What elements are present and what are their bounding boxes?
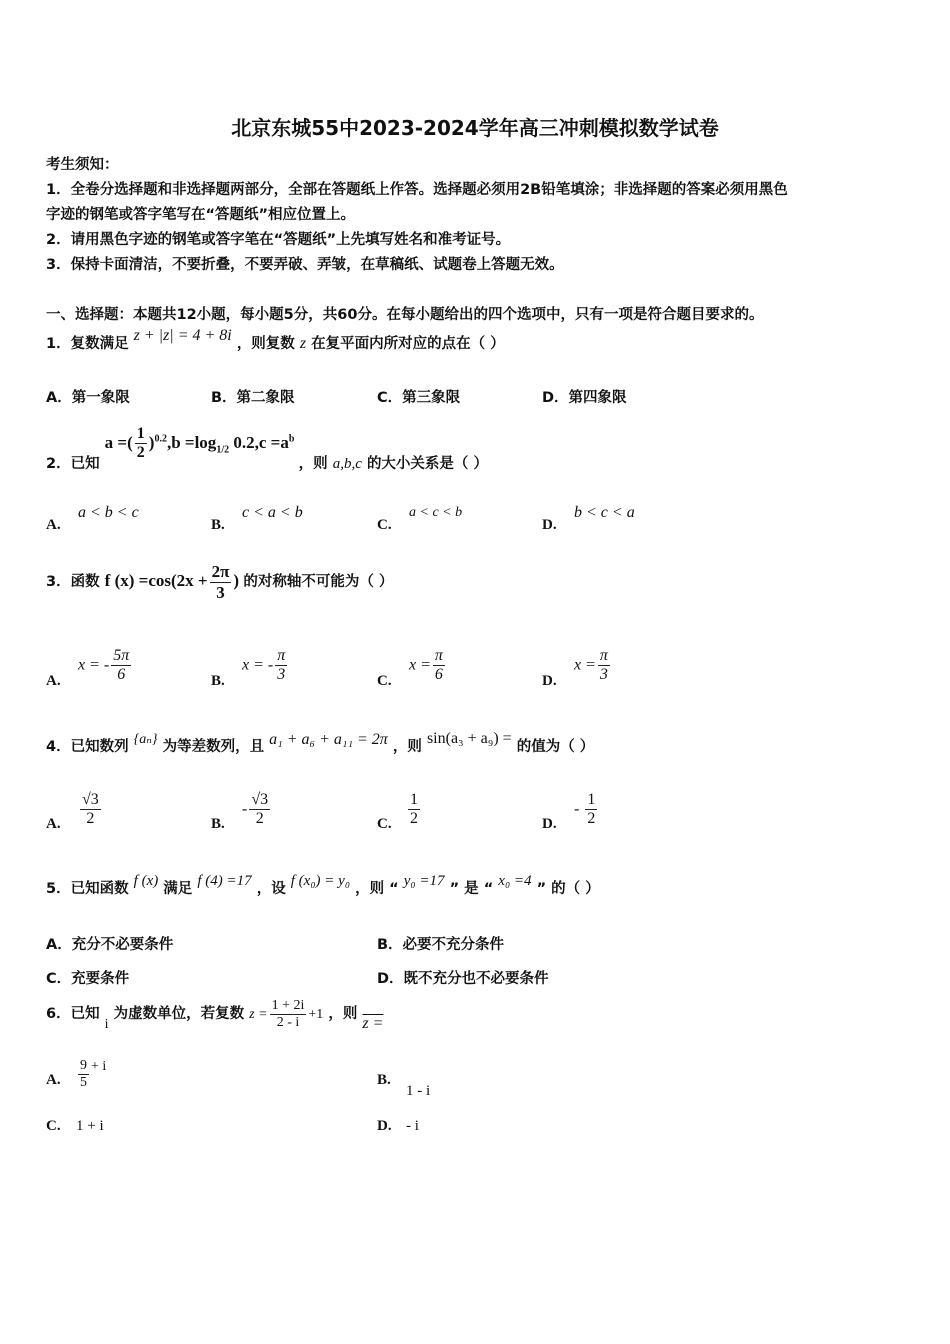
- q5-mid3: ，则 “: [355, 881, 399, 897]
- q6-label-d: D.: [377, 1118, 392, 1134]
- q4-d-sign: -: [574, 800, 580, 818]
- q5-mid2: ，设: [256, 881, 286, 897]
- q3-c-den: 6: [434, 666, 443, 684]
- notice-line-2: 2．请用黑色字迹的钢笔或答字笔在“答题纸”上先填写姓名和准考证号。: [46, 232, 511, 248]
- question-6: [46, 998, 383, 1031]
- q2-suffix: 的大小关系是（ ）: [366, 455, 488, 472]
- q4-c-fraction: [408, 791, 420, 829]
- q2-half-fraction: [135, 425, 147, 463]
- q5-mid4: ” 是 “: [449, 881, 494, 897]
- q6-zbar: z =: [362, 1014, 384, 1032]
- question-2: [46, 425, 488, 472]
- q3-c-num: π: [433, 647, 445, 666]
- q4-prefix: 4．已知数列: [46, 739, 129, 755]
- q2-half-num: 1: [135, 425, 147, 444]
- q3-label-a: A.: [46, 673, 61, 689]
- q2-label-b: B.: [211, 517, 225, 533]
- q4-c-den: 2: [410, 810, 418, 828]
- q6-mid2: ，则: [328, 1005, 358, 1022]
- q1-option-b: B．第二象限: [211, 390, 295, 406]
- q4-sequence: {aₙ}: [133, 732, 158, 747]
- q3-option-b: [242, 647, 289, 685]
- q5-x0: x₀ =4: [498, 873, 532, 889]
- q3-b-num: π: [275, 647, 287, 666]
- q3-f-num: 2π: [211, 562, 230, 581]
- q6-prefix: 6．已知: [46, 1005, 100, 1022]
- q2-mid: ，则: [298, 455, 328, 472]
- q4-a-num: √3: [80, 791, 101, 810]
- q6-z-post: +1: [308, 1006, 324, 1022]
- q5-prefix: 5．已知函数: [46, 881, 129, 897]
- q3-a-num: 5π: [111, 647, 131, 666]
- q4-b-sign: -: [242, 800, 248, 818]
- q6-option-c: 1 + i: [76, 1118, 104, 1134]
- q3-a-fraction: [111, 647, 131, 685]
- q3-c-pre: x =: [409, 656, 431, 674]
- notice-line-3: 3．保持卡面清洁，不要折叠，不要弄破、弄皱，在草稿纸、试题卷上答题无效。: [46, 257, 564, 273]
- q4-label-a: A.: [46, 816, 61, 832]
- q3-b-den: 3: [277, 666, 286, 684]
- q2-exponent: 0.2: [154, 433, 167, 445]
- q5-y0: y₀ =17: [403, 873, 445, 889]
- q3-option-a: [78, 647, 133, 685]
- q5-option-d: D．既不充分也不必要条件: [377, 971, 549, 987]
- q2-prefix: 2．已知: [46, 455, 100, 472]
- q3-prefix: 3．函数: [46, 573, 100, 590]
- q4-expression: sin(a₃ + a₉) =: [426, 730, 512, 747]
- q6-label-a: A.: [46, 1072, 61, 1088]
- q4-b-den: 2: [255, 810, 264, 828]
- q4-d-num: 1: [585, 791, 597, 810]
- q3-d-pre: x =: [574, 656, 596, 674]
- q6-fraction: [270, 998, 307, 1031]
- q6-z-den: 2 - i: [276, 1015, 300, 1031]
- q4-condition: a₁ + a₆ + a₁₁ = 2π: [269, 731, 388, 748]
- q3-f-right: ): [233, 570, 240, 590]
- q6-z-pre: z =: [249, 1006, 268, 1022]
- q4-c-num: 1: [408, 791, 420, 810]
- q6-a-post: + i: [91, 1058, 107, 1074]
- q3-label-c: C.: [377, 673, 392, 689]
- q4-option-d: [574, 791, 599, 829]
- q5-suffix: ” 的（ ）: [536, 881, 600, 897]
- q4-option-b: [242, 791, 272, 829]
- q4-mid2: ，则: [392, 739, 422, 755]
- q6-mid: 为虚数单位，若复数: [113, 1005, 245, 1022]
- q1-option-c: C．第三象限: [377, 390, 461, 406]
- q4-option-a: [78, 791, 103, 829]
- notice-line-1b: 字迹的钢笔或答字笔写在“答题纸”相应位置上。: [46, 207, 356, 223]
- q3-c-fraction: [433, 647, 445, 685]
- q1-condition: z + |z| = 4 + 8i: [133, 327, 232, 344]
- q4-option-c: [406, 791, 422, 829]
- q3-b-pre: x = -: [242, 656, 274, 674]
- q2-formula: a =( $\frac{1}{2}$ )$^{0.2},b =\log_{1/2}$ $0.2,c =a^b$: [104, 425, 295, 462]
- q5-mid1: 满足: [163, 881, 193, 897]
- q4-d-fraction: [585, 791, 597, 829]
- section-heading: 一、选择题：本题共12小题，每小题5分，共60分。在每小题给出的四个选项中，只有一项是符合题目要求的。: [46, 307, 764, 323]
- q4-b-fraction: [249, 791, 270, 829]
- q2-option-d: b < c < a: [574, 504, 635, 521]
- q5-option-b: B．必要不充分条件: [377, 937, 505, 953]
- q6-z-num: 1 + 2i: [270, 998, 307, 1015]
- q3-formula: [104, 562, 244, 602]
- q2-label-d: D.: [542, 517, 557, 533]
- q3-d-num: π: [598, 647, 610, 666]
- q6-a-den: 5: [80, 1075, 87, 1091]
- q6-a-num: 9: [78, 1058, 89, 1075]
- q1-suffix: 在复平面内所对应的点在（ ）: [311, 336, 505, 352]
- q2-label-c: C.: [377, 517, 392, 533]
- q4-mid1: 为等差数列，且: [162, 739, 265, 755]
- q4-a-fraction: [80, 791, 101, 829]
- q6-option-a: [76, 1058, 106, 1091]
- q3-label-b: B.: [211, 673, 225, 689]
- question-4: [46, 730, 595, 756]
- q2-b-part: ,b =log: [166, 432, 217, 452]
- q6-option-b: 1 - i: [406, 1083, 431, 1099]
- q5-f4: f (4) =17: [197, 873, 252, 889]
- q1-option-d: D．第四象限: [542, 390, 627, 406]
- question-1: [46, 327, 505, 353]
- q6-label-c: C.: [46, 1118, 61, 1134]
- q3-option-d: [574, 647, 612, 685]
- q4-suffix: 的值为（ ）: [516, 739, 595, 755]
- q2-vars: a,b,c: [332, 455, 362, 472]
- q6-option-d: - i: [406, 1118, 419, 1134]
- q4-label-c: C.: [377, 816, 392, 832]
- q3-suffix: 的对称轴不可能为（ ）: [243, 573, 394, 590]
- q2-b-rest: 0.2,c =a: [229, 432, 289, 452]
- q2-label-a: A.: [46, 517, 61, 533]
- q3-a-den: 6: [117, 666, 126, 684]
- notice-line-1: 1．全卷分选择题和非选择题两部分，全部在答题纸上作答。选择题必须用2B铅笔填涂；非选择题的答案必须用黑色: [46, 182, 788, 198]
- q3-option-c: [409, 647, 447, 685]
- q3-a-pre: x = -: [78, 656, 110, 674]
- q4-b-num: √3: [249, 791, 270, 810]
- notice-heading: 考生须知：: [46, 157, 119, 173]
- question-3: [46, 562, 393, 602]
- q3-d-fraction: [598, 647, 610, 685]
- q2-option-b: c < a < b: [242, 504, 303, 521]
- q1-option-a: A．第一象限: [46, 390, 130, 406]
- q6-label-b: B.: [377, 1072, 391, 1088]
- q2-c-exponent: b: [288, 433, 295, 445]
- q1-mid: ，则复数: [236, 336, 295, 352]
- q6-i: i: [104, 1016, 109, 1032]
- q5-fx: f (x): [133, 873, 159, 889]
- q1-prefix: 1．复数满足: [46, 336, 129, 352]
- page-title: 北京东城55中2023-2024学年高三冲刺模拟数学试卷: [231, 116, 719, 140]
- q3-label-d: D.: [542, 673, 557, 689]
- q4-a-den: 2: [86, 810, 95, 828]
- q3-fraction: [210, 562, 232, 602]
- q2-half-den: 2: [136, 444, 145, 462]
- q6-a-fraction: [78, 1058, 89, 1091]
- q2-log-base: 1/2: [216, 444, 230, 456]
- q5-fx0: f (x₀) = y₀: [290, 873, 351, 889]
- q2-option-a: a < b < c: [78, 504, 139, 521]
- q4-label-b: B.: [211, 816, 225, 832]
- q1-var: z: [299, 335, 307, 352]
- q3-b-fraction: [275, 647, 287, 685]
- q3-f-left: f (x) =cos(2x +: [104, 570, 208, 590]
- q2-option-c: a < c < b: [409, 505, 463, 520]
- q3-d-den: 3: [599, 666, 608, 684]
- q5-option-a: A．充分不必要条件: [46, 937, 174, 953]
- question-5: [46, 873, 600, 898]
- q4-label-d: D.: [542, 816, 557, 832]
- q2-a-part: a =(: [104, 432, 133, 452]
- q4-d-den: 2: [587, 810, 596, 828]
- q6-formula: [249, 998, 324, 1031]
- q3-f-den: 3: [216, 582, 225, 602]
- q5-option-c: C．充要条件: [46, 971, 130, 987]
